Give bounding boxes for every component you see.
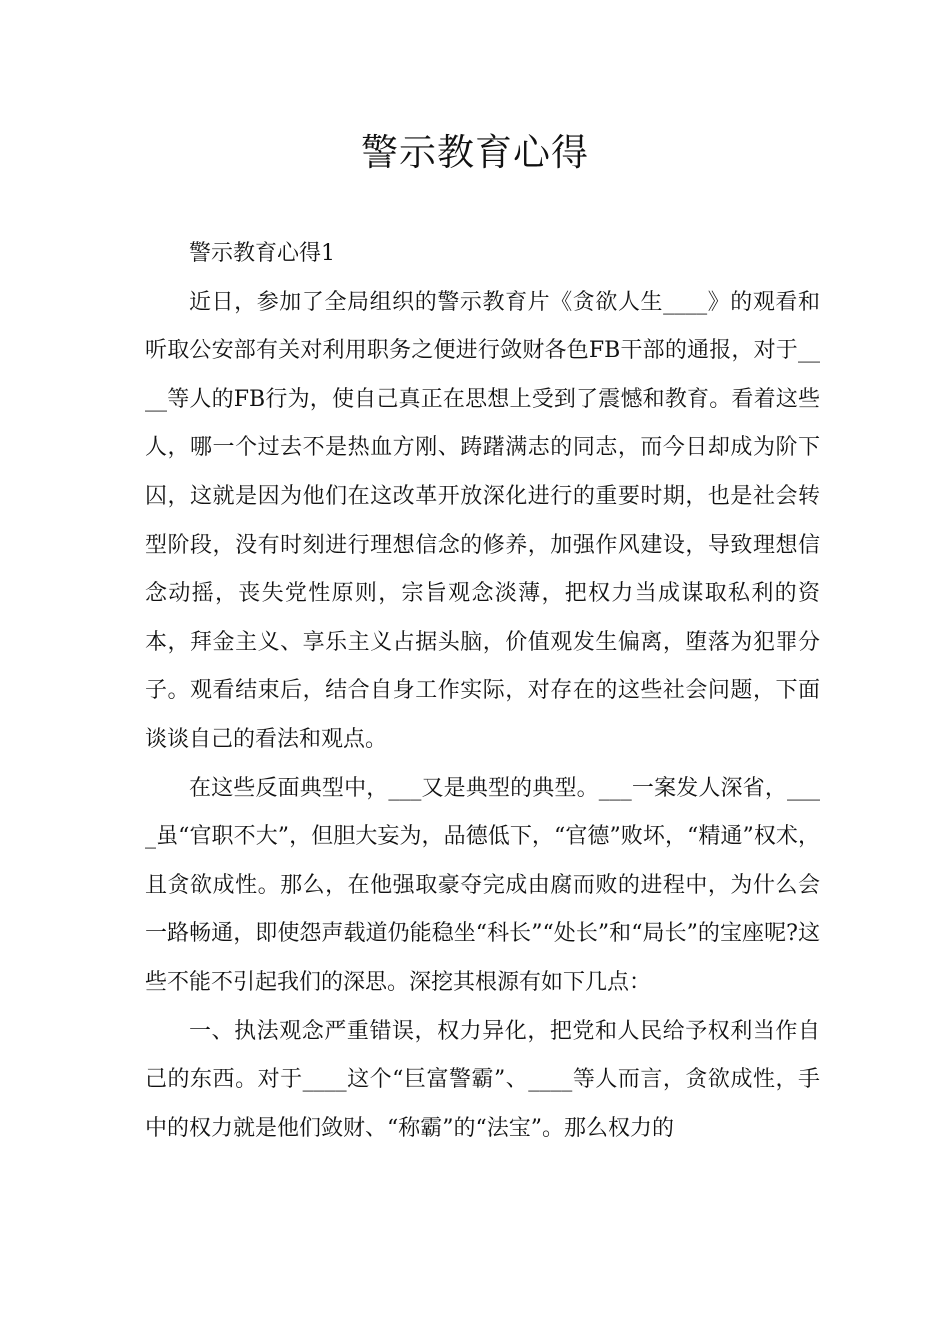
document-body	[145, 230, 820, 1153]
paragraph-2: 在这些反面典型中，___又是典型的典型。___一案发人深省，____虽“官职不大”，但胆大妄为，品德低下，“官德”败坏，“精通”权术，且贪欲成性。那么，在他强取豪夺完成由腐而败的进程中，为什么会一路畅通，即使怨声载道仍能稳坐“科长”“处长”和“局长”的宝座呢?这些不能不引起我们的深思。深挖其根源有如下几点：	[145, 775, 820, 995]
paragraph-1: 近日，参加了全局组织的警示教育片《贪欲人生____》的观看和听取公安部有关对利用职务之便进行敛财各色FB干部的通报，对于____等人的FB行为，使自己真正在思想上受到了震憾和教育。看着这些人，哪一个过去不是热血方刚、踌躇满志的同志，而今日却成为阶下囚，这就是因为他们在这改革开放深化进行的重要时期，也是社会转型阶段，没有时刻进行理想信念的修养，加强作风建设，导致理想信念动摇，丧失党性原则，宗旨观念淡薄，把权力当成谋取私利的资本，拜金主义、享乐主义占据头脑，价值观发生偏离，堕落为犯罪分子。观看结束后，结合自身工作实际，对存在的这些社会问题，下面谈谈自己的看法和观点。	[145, 289, 820, 752]
paragraph-3: 一、执法观念严重错误，权力异化，把党和人民给予权利当作自己的东西。对于____这个“巨富警霸”、____等人而言，贪欲成性，手中的权力就是他们敛财、“称霸”的“法宝”。那么权力的	[145, 1018, 820, 1141]
document-title: 警示教育心得	[361, 131, 589, 174]
section-heading: 警示教育心得1	[189, 241, 335, 266]
